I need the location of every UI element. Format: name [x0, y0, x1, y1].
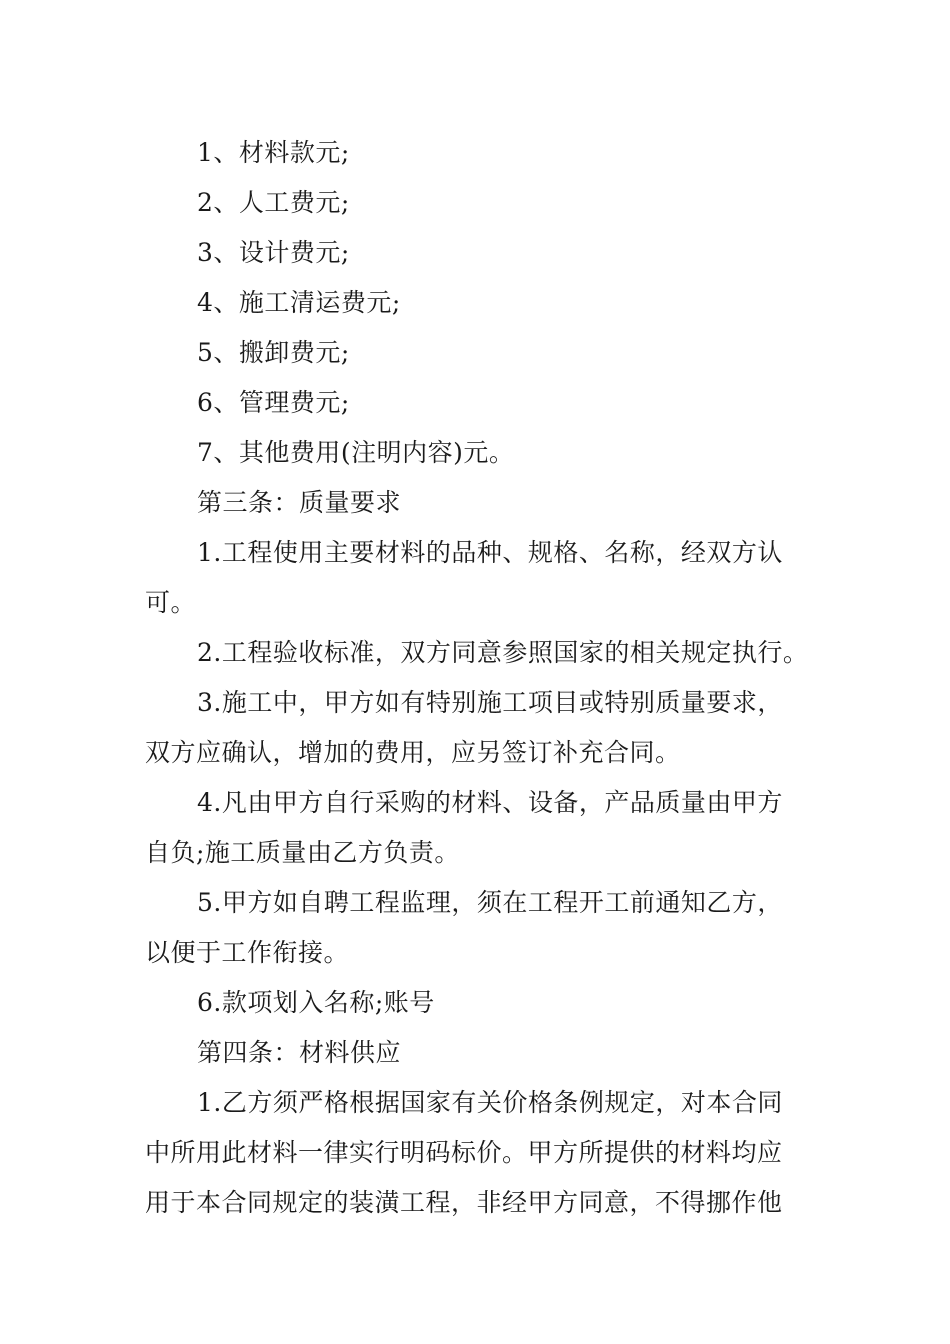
quality-clause-3: 3.施工中，甲方如有特别施工项目或特别质量要求， [197, 688, 783, 717]
quality-clause-5-continued: 以便于工作衔接。 [145, 938, 350, 967]
cost-item-management: 6、管理费元; [197, 388, 350, 417]
quality-clause-1-continued: 可。 [145, 588, 197, 617]
section-heading-materials: 第四条：材料供应 [197, 1038, 402, 1067]
cost-item-labor: 2、人工费元; [197, 188, 350, 217]
cost-item-cleanup: 4、施工清运费元; [197, 288, 401, 317]
materials-clause-1-continued: 中所用此材料一律实行明码标价。甲方所提供的材料均应 [145, 1138, 783, 1167]
materials-clause-1-continued-2: 用于本合同规定的装潢工程，非经甲方同意，不得挪作他 [145, 1188, 783, 1217]
quality-clause-3-continued: 双方应确认，增加的费用，应另签订补充合同。 [145, 738, 681, 767]
section-heading-quality: 第三条：质量要求 [197, 488, 402, 517]
quality-clause-1: 1.工程使用主要材料的品种、规格、名称，经双方认 [197, 538, 783, 567]
quality-clause-4-continued: 自负;施工质量由乙方负责。 [145, 838, 460, 867]
cost-item-materials: 1、材料款元; [197, 138, 350, 167]
quality-clause-4: 4.凡由甲方自行采购的材料、设备，产品质量由甲方 [197, 788, 783, 817]
quality-clause-6: 6.款项划入名称;账号 [197, 988, 435, 1017]
cost-item-design: 3、设计费元; [197, 238, 350, 267]
cost-item-handling: 5、搬卸费元; [197, 338, 350, 367]
materials-clause-1: 1.乙方须严格根据国家有关价格条例规定，对本合同 [197, 1088, 783, 1117]
cost-item-other: 7、其他费用(注明内容)元。 [197, 438, 515, 467]
quality-clause-5: 5.甲方如自聘工程监理，须在工程开工前通知乙方， [197, 888, 783, 917]
quality-clause-2: 2.工程验收标准，双方同意参照国家的相关规定执行。 [197, 638, 809, 667]
document-body [145, 128, 810, 1228]
